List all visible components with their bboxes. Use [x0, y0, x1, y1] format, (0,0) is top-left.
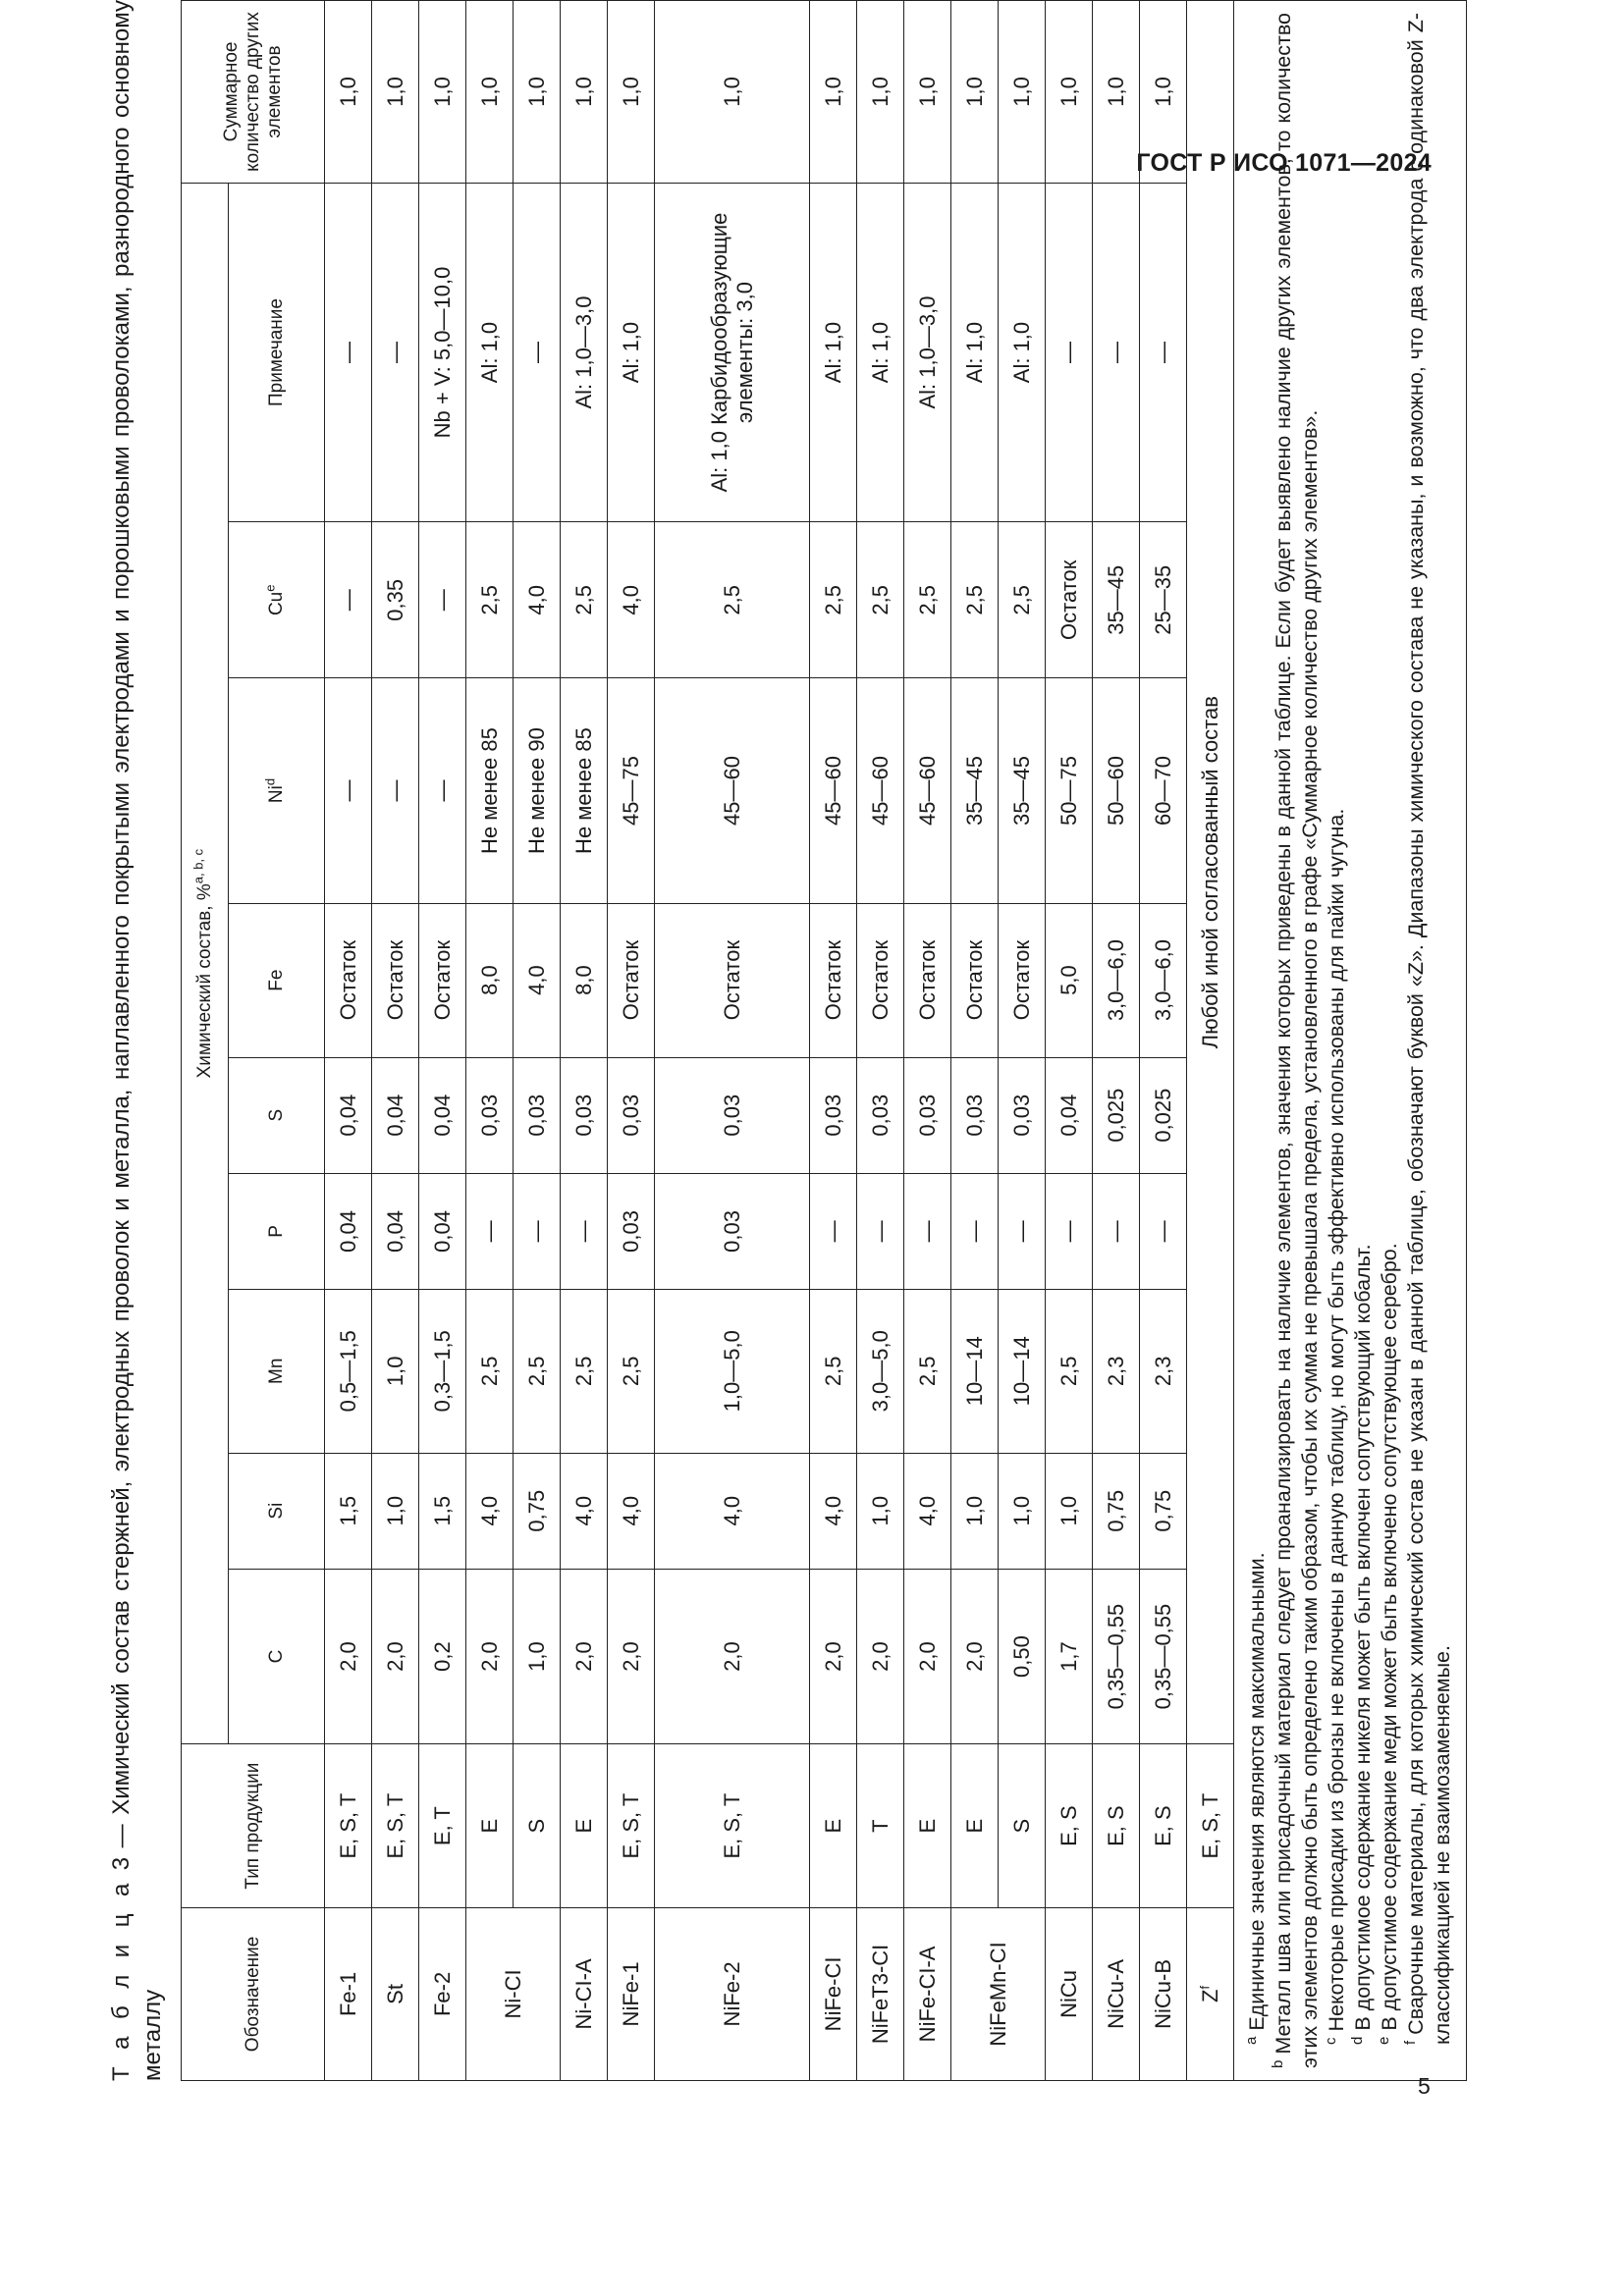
c-cell: 2,0: [857, 1569, 904, 1744]
mn-cell: 2,5: [810, 1290, 857, 1454]
c-cell: 0,35—0,55: [1140, 1569, 1187, 1744]
mn-cell: 1,0—5,0: [655, 1290, 810, 1454]
header-note: Примечание: [229, 183, 325, 521]
fe-cell: Остаток: [951, 903, 999, 1057]
other-cell: 1,0: [1093, 1, 1140, 184]
ni-cell: 50—75: [1046, 678, 1093, 903]
header-product-type: Тип продукции: [182, 1744, 325, 1908]
designation-cell: NiCu: [1046, 1907, 1093, 2080]
table-row: [999, 1, 1046, 2081]
footnote: [1244, 13, 1271, 2068]
ni-cell: 45—60: [857, 678, 904, 903]
fe-cell: 8,0: [561, 903, 608, 1057]
footnote-text: В допустимое содержание меди может быть включено сопутствующее серебро.: [1378, 1243, 1401, 2031]
header-chemical-composition: [182, 183, 229, 1743]
si-cell: 1,0: [999, 1453, 1046, 1569]
mn-cell: 2,3: [1140, 1290, 1187, 1454]
c-cell: 2,0: [810, 1569, 857, 1744]
table-row: [372, 1, 419, 2081]
fe-cell: 3,0—6,0: [1140, 903, 1187, 1057]
other-cell: 1,0: [1140, 1, 1187, 184]
header-cu: [229, 522, 325, 678]
other-cell: 1,0: [857, 1, 904, 184]
c-cell: 2,0: [372, 1569, 419, 1744]
s-cell: 0,03: [904, 1057, 951, 1173]
designation-cell: NiFe-2: [655, 1907, 810, 2080]
note-cell: Al: 1,0: [951, 183, 999, 521]
product-type-cell: S: [999, 1744, 1046, 1908]
s-cell: 0,04: [1046, 1057, 1093, 1173]
caption-number: 3: [108, 1856, 135, 1871]
header-ni: [229, 678, 325, 903]
c-cell: 2,0: [325, 1569, 372, 1744]
footnote-text: Некоторые присадки из бронзы не включены в данную таблицу, но могут быть эффективно использованы для пайки чугуна.: [1325, 808, 1348, 2032]
ni-cell: 35—45: [951, 678, 999, 903]
fe-cell: Остаток: [999, 903, 1046, 1057]
fe-cell: 5,0: [1046, 903, 1093, 1057]
s-cell: 0,03: [655, 1057, 810, 1173]
designation-cell: NiFe-CI-A: [904, 1907, 951, 2080]
p-cell: 0,04: [325, 1173, 372, 1289]
header-ni-label: Ni: [265, 785, 287, 804]
s-cell: 0,03: [857, 1057, 904, 1173]
fe-cell: Остаток: [810, 903, 857, 1057]
chemical-composition-table: [181, 0, 1467, 2081]
ni-cell: Не менее 90: [514, 678, 561, 903]
p-cell: —: [857, 1173, 904, 1289]
other-cell: 1,0: [419, 1, 466, 184]
c-cell: 2,0: [951, 1569, 999, 1744]
header-s: S: [229, 1057, 325, 1173]
product-type-cell: E, S, T: [608, 1744, 655, 1908]
footnote-text: В допустимое содержание никеля может быть включен сопутствующий кобальт.: [1351, 1244, 1375, 2031]
s-cell: 0,03: [951, 1057, 999, 1173]
page-number: 5: [1418, 2073, 1431, 2099]
mn-cell: 1,0: [372, 1290, 419, 1454]
table-row: [857, 1, 904, 2081]
other-cell: 1,0: [999, 1, 1046, 184]
other-cell: 1,0: [904, 1, 951, 184]
header-other-elements: Суммарное количество других элементов: [182, 1, 325, 184]
footnote-text: Единичные значения являются максимальными.: [1245, 1552, 1269, 2031]
p-cell: —: [466, 1173, 514, 1289]
product-type-cell: T: [857, 1744, 904, 1908]
si-cell: 4,0: [466, 1453, 514, 1569]
mn-cell: 2,5: [514, 1290, 561, 1454]
footnotes: [1244, 13, 1456, 2068]
header-ni-footnote-mark: d: [262, 777, 278, 786]
si-cell: 1,5: [325, 1453, 372, 1569]
fe-cell: 4,0: [514, 903, 561, 1057]
p-cell: 0,04: [419, 1173, 466, 1289]
si-cell: 1,0: [1046, 1453, 1093, 1569]
si-cell: 4,0: [810, 1453, 857, 1569]
s-cell: 0,025: [1140, 1057, 1187, 1173]
table-row: [1046, 1, 1093, 2081]
product-type-cell: E: [561, 1744, 608, 1908]
fe-cell: 8,0: [466, 903, 514, 1057]
cu-cell: 2,5: [561, 522, 608, 678]
footnote: [1403, 13, 1456, 2068]
s-cell: 0,04: [325, 1057, 372, 1173]
cu-cell: 2,5: [951, 522, 999, 678]
document-standard-header: ГОСТ Р ИСО 1071—2024: [1136, 149, 1432, 177]
footnotes-cell: [1234, 1, 1467, 2081]
footnote-mark: e: [1375, 2036, 1392, 2045]
fe-cell: Остаток: [608, 903, 655, 1057]
ni-cell: 45—60: [810, 678, 857, 903]
mn-cell: 0,5—1,5: [325, 1290, 372, 1454]
cu-cell: 0,35: [372, 522, 419, 678]
table-row: [608, 1, 655, 2081]
ni-cell: Не менее 85: [466, 678, 514, 903]
footnote: [1377, 13, 1403, 2068]
si-cell: 0,75: [1140, 1453, 1187, 1569]
fe-cell: Остаток: [419, 903, 466, 1057]
table-row: [810, 1, 857, 2081]
product-type-cell: E, S, T: [372, 1744, 419, 1908]
designation-cell: Fe-1: [325, 1907, 372, 2080]
mn-cell: 0,3—1,5: [419, 1290, 466, 1454]
product-type-cell-z: E, S, T: [1187, 1744, 1234, 1908]
note-cell: Nb + V: 5,0—10,0: [419, 183, 466, 521]
p-cell: —: [1093, 1173, 1140, 1289]
product-type-cell: E, S: [1140, 1744, 1187, 1908]
designation-cell: Ni-CI-A: [561, 1907, 608, 2080]
footnote-text: Металл шва или присадочный материал следует проанализировать на наличие элементов, значения которых приведены в данной таблице. Если будет выявлено наличие других элементов, то количество этих элементов должно быть определено таким образом, чтобы их сумма не превышала предела, установленного в графе «Суммарное количество других элементов».: [1272, 13, 1322, 2068]
header-chem-footnote-marks: a, b, c: [190, 848, 206, 884]
designation-cell: NiFe-1: [608, 1907, 655, 2080]
table-row-z: [1187, 1, 1234, 2081]
ni-cell: 35—45: [999, 678, 1046, 903]
header-si: Si: [229, 1453, 325, 1569]
caption-text: — Химический состав стержней, электродных проволок и металла, наплавленного покрытыми электродами и порошковыми проволоками, разнородного основному металлу: [108, 0, 166, 2081]
p-cell: —: [951, 1173, 999, 1289]
cu-cell: 35—45: [1093, 522, 1140, 678]
table-row: [655, 1, 810, 2081]
footnote: [1350, 13, 1377, 2068]
designation-cell: NiFe-CI: [810, 1907, 857, 2080]
header-cu-footnote-mark: e: [262, 584, 278, 592]
designation-cell: NiFeMn-CI: [951, 1907, 1046, 2080]
s-cell: 0,03: [561, 1057, 608, 1173]
table-row: [466, 1, 514, 2081]
designation-z-label: Z: [1197, 1989, 1222, 2002]
header-c: C: [229, 1569, 325, 1744]
other-cell: 1,0: [951, 1, 999, 184]
fe-cell: Остаток: [655, 903, 810, 1057]
footnote-mark: d: [1348, 2036, 1366, 2045]
ni-cell: 45—75: [608, 678, 655, 903]
cu-cell: 4,0: [608, 522, 655, 678]
note-cell: Al: 1,0—3,0: [904, 183, 951, 521]
ni-cell: —: [325, 678, 372, 903]
fe-cell: Остаток: [857, 903, 904, 1057]
product-type-cell: E, S, T: [655, 1744, 810, 1908]
ni-cell: 50—60: [1093, 678, 1140, 903]
cu-cell: —: [419, 522, 466, 678]
cu-cell: 25—35: [1140, 522, 1187, 678]
cu-cell: 2,5: [999, 522, 1046, 678]
table-caption: [106, 0, 169, 2081]
cu-cell: 2,5: [904, 522, 951, 678]
s-cell: 0,03: [999, 1057, 1046, 1173]
product-type-cell: E: [904, 1744, 951, 1908]
s-cell: 0,03: [810, 1057, 857, 1173]
si-cell: 4,0: [608, 1453, 655, 1569]
designation-cell: Fe-2: [419, 1907, 466, 2080]
header-mn: Mn: [229, 1290, 325, 1454]
note-cell: Al: 1,0: [857, 183, 904, 521]
cu-cell: 2,5: [466, 522, 514, 678]
p-cell: —: [810, 1173, 857, 1289]
header-cu-label: Cu: [265, 591, 287, 616]
c-cell: 2,0: [904, 1569, 951, 1744]
c-cell: 1,7: [1046, 1569, 1093, 1744]
cu-cell: 2,5: [655, 522, 810, 678]
si-cell: 1,0: [951, 1453, 999, 1569]
s-cell: 0,03: [514, 1057, 561, 1173]
c-cell: 2,0: [655, 1569, 810, 1744]
product-type-cell: E, T: [419, 1744, 466, 1908]
table-row: [514, 1, 561, 2081]
c-cell: 1,0: [514, 1569, 561, 1744]
si-cell: 4,0: [655, 1453, 810, 1569]
ni-cell: —: [419, 678, 466, 903]
other-cell: 1,0: [561, 1, 608, 184]
header-designation: Обозначение: [182, 1907, 325, 2080]
table-row: [325, 1, 372, 2081]
footnote-text: Сварочные материалы, для которых химический состав не указан в данной таблице, обозначают буквой «Z». Диапазоны химического состава не указаны, и возможно, что два электрода с одинаковой Z-классификацией не взаимозаменяемые.: [1404, 13, 1454, 2045]
table-row: [419, 1, 466, 2081]
table-row: [561, 1, 608, 2081]
fe-cell: Остаток: [904, 903, 951, 1057]
cu-cell: 2,5: [857, 522, 904, 678]
si-cell: 1,5: [419, 1453, 466, 1569]
note-cell: —: [514, 183, 561, 521]
c-cell: 0,2: [419, 1569, 466, 1744]
product-type-cell: E, S: [1046, 1744, 1093, 1908]
p-cell: —: [999, 1173, 1046, 1289]
note-cell: —: [1093, 183, 1140, 521]
designation-cell: NiFeT3-CI: [857, 1907, 904, 2080]
si-cell: 0,75: [514, 1453, 561, 1569]
z-row-text: Любой иной согласованный состав: [1187, 1, 1234, 1744]
s-cell: 0,03: [608, 1057, 655, 1173]
footnote-mark: a: [1242, 2036, 1260, 2045]
si-cell: 1,0: [372, 1453, 419, 1569]
s-cell: 0,04: [372, 1057, 419, 1173]
note-cell: —: [372, 183, 419, 521]
c-cell: 0,35—0,55: [1093, 1569, 1140, 1744]
product-type-cell: E: [951, 1744, 999, 1908]
cu-cell: Остаток: [1046, 522, 1093, 678]
product-type-cell: S: [514, 1744, 561, 1908]
ni-cell: —: [372, 678, 419, 903]
c-cell: 2,0: [466, 1569, 514, 1744]
note-cell: —: [325, 183, 372, 521]
caption-label: Т а б л и ц а: [108, 1879, 135, 2081]
designation-cell: Ni-CI: [466, 1907, 561, 2080]
product-type-cell: E, S: [1093, 1744, 1140, 1908]
note-cell: Al: 1,0: [608, 183, 655, 521]
mn-cell: 10—14: [951, 1290, 999, 1454]
footnote: [1271, 13, 1324, 2068]
fe-cell: Остаток: [372, 903, 419, 1057]
other-cell: 1,0: [466, 1, 514, 184]
s-cell: 0,04: [419, 1057, 466, 1173]
si-cell: 4,0: [904, 1453, 951, 1569]
mn-cell: 2,5: [608, 1290, 655, 1454]
c-cell: 2,0: [561, 1569, 608, 1744]
product-type-cell: E, S, T: [325, 1744, 372, 1908]
note-cell: —: [1140, 183, 1187, 521]
note-cell: Al: 1,0: [999, 183, 1046, 521]
note-cell: —: [1046, 183, 1093, 521]
c-cell: 2,0: [608, 1569, 655, 1744]
si-cell: 0,75: [1093, 1453, 1140, 1569]
footnote-mark: f: [1401, 2040, 1419, 2045]
p-cell: —: [1046, 1173, 1093, 1289]
designation-cell: NiCu-B: [1140, 1907, 1187, 2080]
header-p: P: [229, 1173, 325, 1289]
p-cell: —: [561, 1173, 608, 1289]
mn-cell: 3,0—5,0: [857, 1290, 904, 1454]
cu-cell: 2,5: [810, 522, 857, 678]
cu-cell: 4,0: [514, 522, 561, 678]
designation-cell: NiCu-A: [1093, 1907, 1140, 2080]
table-row: [1140, 1, 1187, 2081]
ni-cell: 45—60: [904, 678, 951, 903]
designation-cell: St: [372, 1907, 419, 2080]
footnote-mark: c: [1322, 2037, 1339, 2045]
ni-cell: 60—70: [1140, 678, 1187, 903]
ni-cell: Не менее 85: [561, 678, 608, 903]
p-cell: 0,03: [655, 1173, 810, 1289]
s-cell: 0,025: [1093, 1057, 1140, 1173]
fe-cell: 3,0—6,0: [1093, 903, 1140, 1057]
fe-cell: Остаток: [325, 903, 372, 1057]
header-chem-label: Химический состав, %: [193, 883, 215, 1079]
note-cell: Al: 1,0 Карбидообразующие элементы: 3,0: [655, 183, 810, 521]
designation-z-footnote-mark: f: [1197, 1985, 1213, 1990]
p-cell: —: [514, 1173, 561, 1289]
rotated-table-block: [106, 0, 1454, 2081]
mn-cell: 2,3: [1093, 1290, 1140, 1454]
si-cell: 1,0: [857, 1453, 904, 1569]
product-type-cell: E: [466, 1744, 514, 1908]
other-cell: 1,0: [1046, 1, 1093, 184]
mn-cell: 2,5: [904, 1290, 951, 1454]
table-row: [951, 1, 999, 2081]
other-cell: 1,0: [810, 1, 857, 184]
other-cell: 1,0: [325, 1, 372, 184]
table-row: [1093, 1, 1140, 2081]
table-row: [904, 1, 951, 2081]
mn-cell: 2,5: [1046, 1290, 1093, 1454]
mn-cell: 2,5: [466, 1290, 514, 1454]
note-cell: Al: 1,0—3,0: [561, 183, 608, 521]
p-cell: 0,03: [608, 1173, 655, 1289]
si-cell: 4,0: [561, 1453, 608, 1569]
other-cell: 1,0: [514, 1, 561, 184]
p-cell: —: [1140, 1173, 1187, 1289]
ni-cell: 45—60: [655, 678, 810, 903]
s-cell: 0,03: [466, 1057, 514, 1173]
other-cell: 1,0: [608, 1, 655, 184]
designation-cell-z: [1187, 1907, 1234, 2080]
table-body: [325, 1, 1234, 2081]
note-cell: Al: 1,0: [466, 183, 514, 521]
footnote-mark: b: [1269, 2059, 1286, 2068]
footnote: [1324, 13, 1350, 2068]
mn-cell: 2,5: [561, 1290, 608, 1454]
other-cell: 1,0: [372, 1, 419, 184]
header-fe: Fe: [229, 903, 325, 1057]
other-cell: 1,0: [655, 1, 810, 184]
c-cell: 0,50: [999, 1569, 1046, 1744]
product-type-cell: E: [810, 1744, 857, 1908]
cu-cell: —: [325, 522, 372, 678]
p-cell: 0,04: [372, 1173, 419, 1289]
mn-cell: 10—14: [999, 1290, 1046, 1454]
p-cell: —: [904, 1173, 951, 1289]
note-cell: Al: 1,0: [810, 183, 857, 521]
